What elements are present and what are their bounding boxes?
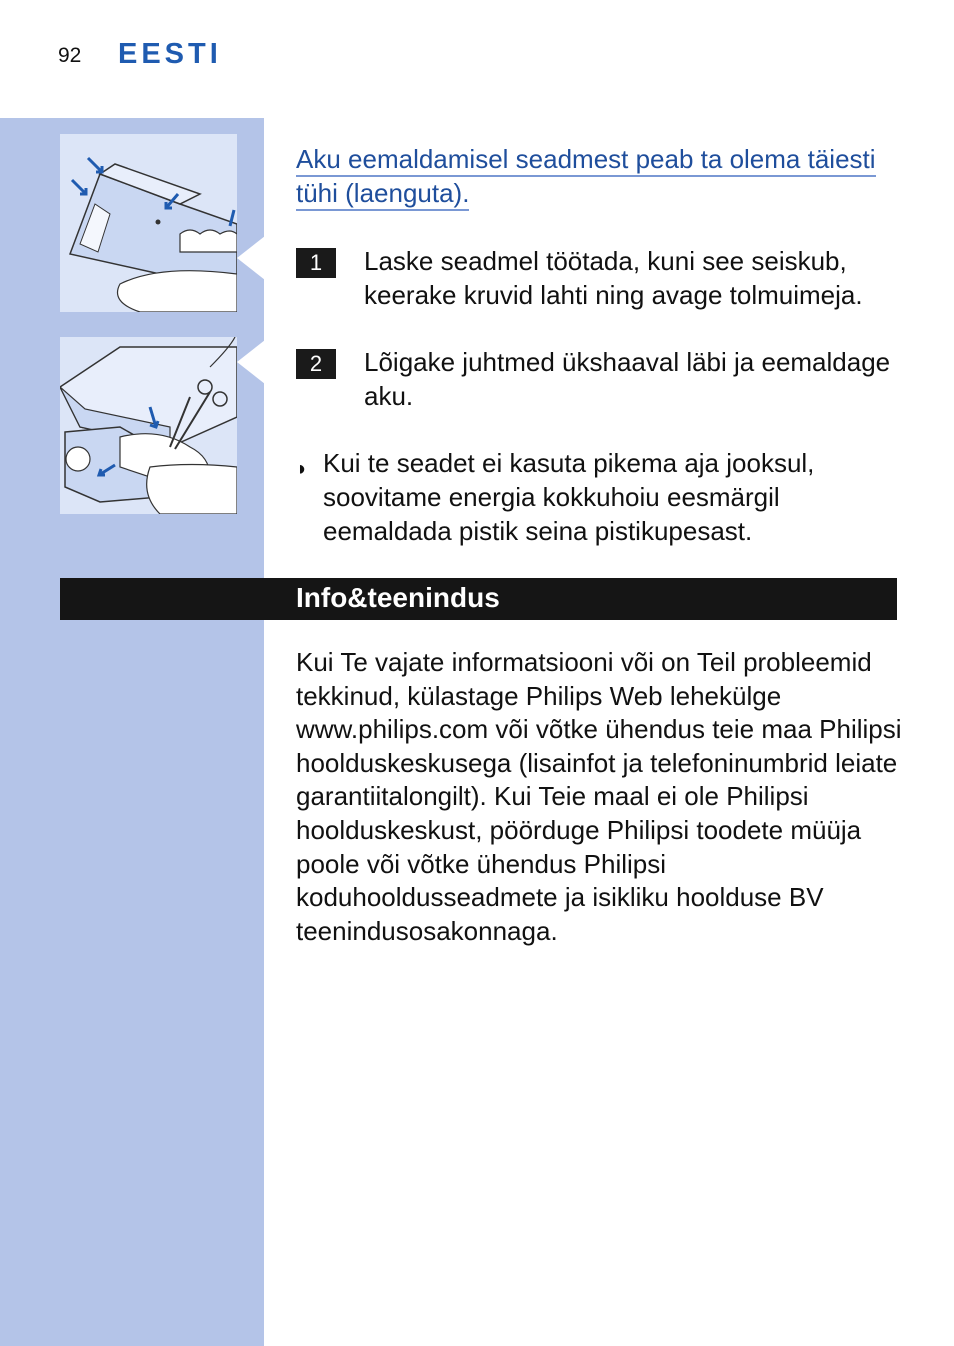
illustration-pointer xyxy=(237,236,265,280)
step-text: Lõigake juhtmed ükshaaval läbi ja eemaldage aku. xyxy=(364,347,891,411)
step-number-badge: 1 xyxy=(296,248,336,278)
warning-text: Aku eemaldamisel seadmest peab ta olema täiesti tühi (laenguta). xyxy=(296,144,876,211)
section-header-bar xyxy=(60,578,897,620)
section-body-text: Kui Te vajate informatsiooni või on Teil probleemid tekkinud, külastage Philips Web lehekülge www.philips.com või võtke ühendus teie maa Philipsi hoolduskeskusega (lisainfot ja telefoninumbrid leiate garantiitalongilt). Kui Teie maal ei ole Philipsi hoolduskeskust, pöörduge Philipsi toodete müüja poole või võtke ühendus Philipsi koduhooldusseadmete ja isikliku hoolduse BV teenindusosakonnaga. xyxy=(296,647,902,946)
section-title: Info&teenindus xyxy=(296,582,500,613)
illustration-open-vacuum xyxy=(60,134,237,312)
warning-note xyxy=(296,142,892,210)
illustration-pointer xyxy=(237,340,265,384)
illustration-cut-wires xyxy=(60,337,237,514)
bullet-text: Kui te seadet ei kasuta pikema aja jooksul, soovitame energia kokkuhoiu eesmärgil eemaldada pistik seina pistikupesast. xyxy=(323,448,815,546)
language-heading: EESTI xyxy=(118,38,222,70)
triangle-bullet-icon: ◗ xyxy=(296,458,309,480)
step-text: Laske seadmel töötada, kuni see seiskub, keerake kruvid lahti ning avage tolmuimeja. xyxy=(364,246,863,310)
page-number: 92 xyxy=(58,44,82,67)
step-number-badge: 2 xyxy=(296,349,336,379)
